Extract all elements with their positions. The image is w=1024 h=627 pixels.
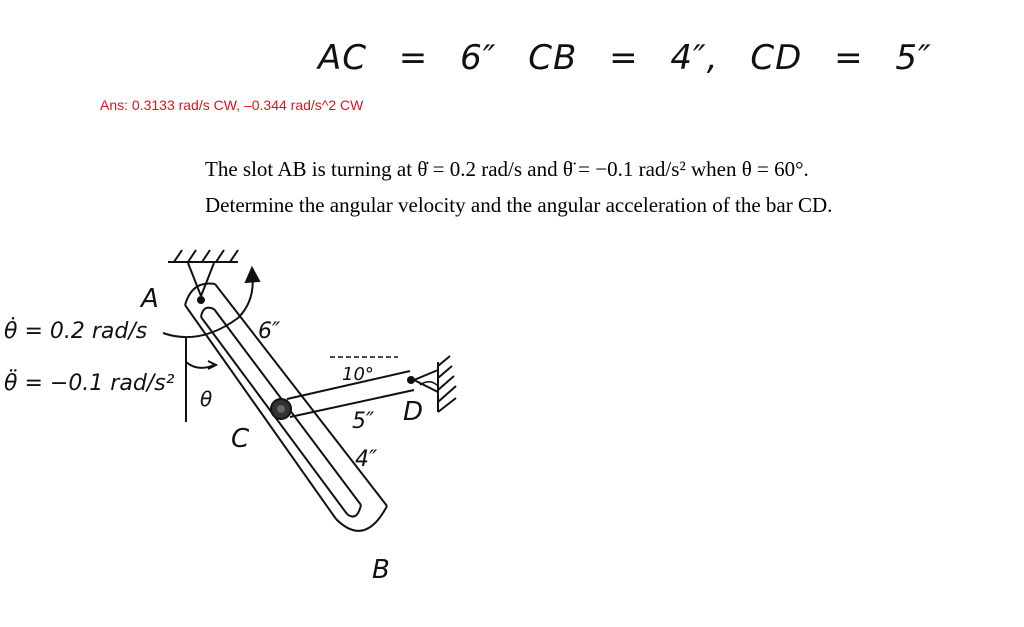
- ground-support-top: [168, 250, 238, 296]
- label-theta: θ: [200, 387, 213, 411]
- label-omega: θ̇ = 0.2 rad/s: [4, 319, 148, 344]
- label-point-a: A: [141, 284, 159, 314]
- label-alpha: θ̈ = −0.1 rad/s²: [4, 371, 175, 396]
- pin-a: [197, 296, 205, 304]
- rotation-arrow: [163, 268, 259, 337]
- problem-statement-line-1: The slot AB is turning at θ̇ = 0.2 rad/s and θ̈ = −0.1 rad/s² when θ = 60°.: [205, 157, 809, 181]
- label-length-cb: 4″: [355, 447, 378, 472]
- label-angle-cd: 10°: [342, 364, 374, 385]
- problem-statement-line-2: Determine the angular velocity and the angular acceleration of the bar CD.: [205, 193, 833, 217]
- label-point-c: C: [231, 424, 250, 454]
- label-length-ac: 6″: [258, 319, 281, 344]
- answer-text: Ans: 0.3133 rad/s CW, –0.344 rad/s^2 CW: [100, 97, 364, 113]
- given-lengths: AC = 6″ CB = 4″, CD = 5″: [318, 38, 932, 78]
- label-point-b: B: [372, 555, 390, 585]
- label-point-d: D: [403, 397, 424, 427]
- pin-d: [407, 376, 415, 384]
- collar-c: [271, 399, 291, 419]
- label-length-cd: 5″: [352, 409, 375, 434]
